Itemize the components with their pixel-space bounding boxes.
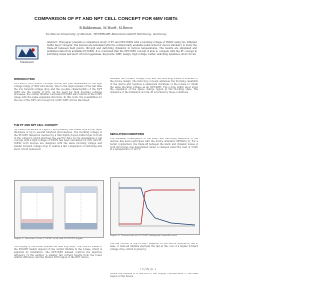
figure-2 <box>110 177 200 235</box>
paper-title: COMPARISON OF PT AND NPT CELL CONCEPT FOR 6MV IGBTs <box>34 16 178 21</box>
pt-npt-paragraph-2: The doping of the buffer defines the field stop layer. The turn-off losses of the PT-IGBT mainly depend on the carrier lifetime in the n-base, which is adjusted by irradiation. The NPT-IGBT instead controls the injection efficiency of the emitter. A smaller tail current results from the lower emitter efficiency and the thicker drift region of the NPT device. <box>14 246 102 260</box>
equation: τ = f (N_d) · x <box>140 268 157 271</box>
intro-heading: INTRODUCTION <box>14 78 35 81</box>
right-paragraph-2: The tail current of the PT-IGBT depends on the carrier lifetime in the n-base. A reduced lifetime shortens the tail at the cost of a higher forward voltage drop, which is given by <box>110 243 198 251</box>
abstract: Abstract: This paper presents a comparison study of PT- and NPT-IGBTs with a blocking voltage of 6500V using two different buffer layer concepts. The devices are simulated with the commercially available semiconductor device simulator to study the trade-off between field punch- through and switching dynamics in various temperatures. The results are simulated and published data from available PT-IGBTs. It is concluded that the NPT-IGBT concept is able to compete with the PT concept in switching losses and short circuit ruggedness. Keywords: IGBT, design, high voltage, buffer, switching dynamics, short circuit <box>47 41 197 56</box>
intro-paragraph: NPT-IGBTs (Non Punch Through IGBTs) are well established in the high voltage range (1700V and above). Due to the improvement of the tail time the low forward voltage drop and the on-state characteristic of the NPT IGBT are the results of this. As the need for high blocking voltages increases, the carrier lifetime controlled PT-IGBT also returns in the 6.5kV range with the same expanded structure. In this work, the possibilities for the use of the NPT cell concept for a 6kV IGBT will be discussed. <box>14 83 102 103</box>
sim-paragraph: The transient investigation of the static and switching behaviour of the devices has been performed with the device simulator DESSIS [1]. For a better comparison, the trade-off between the static and dynamic losses of both structures was determined under a clamped inductive load of 3.6kV at a temperature of 125°C. <box>110 138 198 152</box>
pt-npt-heading: THE PT AND NPT CELL CONCEPT <box>14 124 58 127</box>
pt-npt-paragraph: NPT-IGBTs as shown in Figure 1 are presently fabricated with a drift layer thickness of up to several hundred micrometres. The blocking voltage of the PT-IGBT instead is reached by a thin highly doped buffer layer in front of the collector, which shortens the electric field. In the simulations a cell concept with a high voltage of 6500V has been calculated for NPT and PT-IGBTs; both devices are designed with the same blocking voltage and similar forward voltage drop to enable a fair comparison of switching and short circuit behaviour. <box>14 129 102 151</box>
figure-1 <box>14 180 104 238</box>
figure-2-caption: Figure 2: Current tail of a PT-IGBT during the turn-off event <box>110 234 177 237</box>
sim-heading: SIMULATION CONDITIONS <box>110 133 145 136</box>
figure-1-caption: Figure 1: Structure of the PT-IGBT (left) and NPT-IGBT (right) <box>14 237 83 240</box>
paper-affiliation: Technical University of Munich, TENEROPE Materials GmbH Nürnberg, Germany <box>45 32 167 36</box>
right-paragraph-1: between the forward voltage drop and the switching losses is inherent to the device design. The field stop concept enhances the blocking capability of the device and requires a deliberate thickness of the n-base to obtain the same blocking voltage as an NPT-IGBT. The p-type buffer layer stops the expansion of the space charge region in the blocking state. The dynamics of the transistor at turn-off is formed by these conditions. <box>110 78 198 95</box>
logo-label: Transfemeric <box>20 61 34 64</box>
right-paragraph-3: where the lifetime is a function of the doping concentration of the base region of the device. <box>110 273 198 278</box>
paper-authors: B.Bakkerman, M.Hoeft, M.Reese <box>79 26 133 30</box>
institution-logo <box>15 44 39 61</box>
